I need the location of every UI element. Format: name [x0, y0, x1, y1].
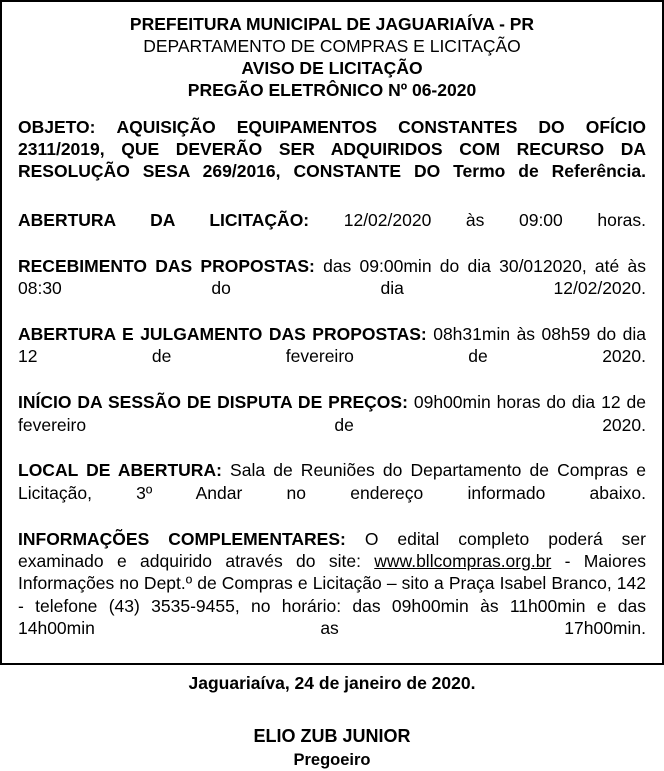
objeto-text: AQUISIÇÃO EQUIPAMENTOS CONSTANTES DO OFÍCIO 2311/2019, QUE DEVERÃO SER ADQUIRIDOS COM RECURSO DA RESOLUÇÃO SESA 269/2016, CONSTANTE DO Termo de Referência.	[18, 116, 646, 182]
section-inicio-sessao	[18, 391, 646, 458]
section-recebimento-propostas	[18, 255, 646, 322]
local-abertura-label: LOCAL DE ABERTURA:	[18, 460, 222, 481]
local-abertura-text: Sala de Reuniões do Departamento de Compras e Licitação, 3º Andar no endereço informado abaixo.	[18, 460, 646, 503]
abertura-licitacao-text: 12/02/2020 às 09:00 horas.	[343, 210, 646, 231]
edital-site-link[interactable]: www.bllcompras.org.br	[374, 550, 552, 571]
section-local-abertura	[18, 459, 646, 526]
informacoes-label: INFORMAÇÕES COMPLEMENTARES:	[18, 528, 346, 549]
informacoes-text-before-link: O edital completo poderá ser examinado e adquirido através do site:	[18, 528, 646, 571]
signatory-name: ELIO ZUB JUNIOR	[253, 726, 411, 747]
header-department: DEPARTAMENTO DE COMPRAS E LICITAÇÃO	[143, 35, 521, 56]
header-process-number: PREGÃO ELETRÔNICO Nº 06-2020	[187, 79, 477, 100]
informacoes-text-after-link: - Maiores Informações no Dept.º de Compras e Licitação – sito a Praça Isabel Branco, 142 - telefone (43) 3535-9455, no horário: das 09h00min às 11h00min e das 14h00min as 17h00min.	[18, 550, 646, 639]
header-notice-type: AVISO DE LICITAÇÃO	[241, 57, 423, 78]
header-municipality: PREFEITURA MUNICIPAL DE JAGUARIAÍVA - PR	[129, 14, 535, 34]
inicio-sessao-text: 09h00min horas do dia 12 de fevereiro de 2020.	[18, 392, 646, 435]
place-and-date: Jaguariaíva, 24 de janeiro de 2020.	[188, 672, 476, 693]
recebimento-propostas-label: RECEBIMENTO DAS PROPOSTAS:	[18, 255, 315, 276]
inicio-sessao-label: INÍCIO DA SESSÃO DE DISPUTA DE PREÇOS:	[18, 392, 408, 413]
section-abertura-julgamento	[18, 323, 646, 390]
signature-block	[18, 724, 646, 771]
objeto-label: OBJETO:	[18, 116, 96, 137]
document-header	[18, 14, 646, 102]
abertura-licitacao-label: ABERTURA DA LICITAÇÃO:	[18, 210, 310, 231]
signatory-role: Pregoeiro	[293, 750, 371, 769]
abertura-julgamento-text: 08h31min às 08h59 do dia 12 de fevereiro de 2020.	[18, 324, 647, 367]
section-informacoes-complementares	[18, 528, 646, 662]
document-body	[18, 116, 646, 771]
abertura-julgamento-label: ABERTURA E JULGAMENTO DAS PROPOSTAS:	[18, 324, 427, 345]
section-abertura-licitacao	[18, 209, 646, 254]
section-objeto	[18, 116, 646, 206]
recebimento-propostas-text: das 09:00min do dia 30/012020, até às 08:30 do dia 12/02/2020.	[18, 255, 646, 299]
